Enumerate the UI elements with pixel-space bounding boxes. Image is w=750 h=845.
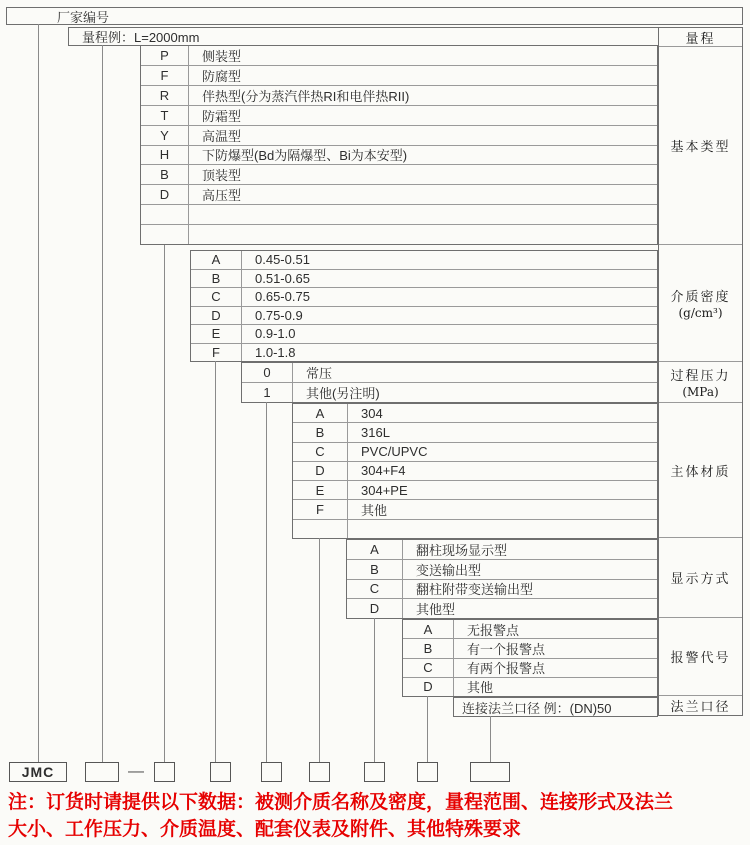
category-alarm-code: [659, 618, 742, 696]
flange-diameter-row: [453, 697, 658, 717]
model-prefix-label: JMC: [21, 764, 55, 780]
code-cell: E: [293, 481, 348, 499]
model-separator: —: [128, 763, 144, 780]
table-row: [293, 443, 657, 462]
code-cell: P: [141, 46, 189, 65]
pressure-code-box: [261, 762, 282, 782]
category-unit: (MPa): [682, 384, 719, 399]
desc-cell: 侧装型: [202, 48, 242, 64]
desc-cell: 无报警点: [467, 622, 520, 638]
table-row: [293, 481, 657, 500]
range-example-label: 量程例：L=2000mm: [82, 30, 200, 45]
desc-cell: 顶装型: [202, 168, 242, 184]
table-row: [191, 344, 657, 362]
manufacturer-code-label: 厂家编号: [57, 9, 110, 25]
table-row: [403, 620, 657, 639]
order-note-line1: 注：订货时请提供以下数据：被测介质名称及密度，量程范围、连接形式及法兰: [8, 792, 674, 813]
desc-cell: 0.75-0.9: [255, 307, 303, 323]
code-cell: B: [347, 560, 403, 579]
category-medium-density: [659, 245, 742, 362]
connector-line: [490, 716, 491, 762]
desc-cell: 翻柱附带变送输出型: [416, 582, 534, 598]
section-display-mode: [346, 539, 658, 619]
category-label: 介质密度: [670, 290, 731, 306]
table-row: [347, 599, 657, 618]
table-row-empty: [141, 205, 657, 225]
table-row: [403, 678, 657, 696]
flange-code-box: [470, 762, 510, 782]
code-cell: C: [347, 580, 403, 599]
category-basic-type: [659, 47, 742, 245]
code-cell: D: [403, 678, 454, 696]
category-label: 显示方式: [670, 572, 731, 588]
category-label: 过程压力: [670, 368, 731, 384]
table-row: [293, 500, 657, 519]
density-code-box: [210, 762, 231, 782]
table-row: [191, 307, 657, 326]
code-cell: 1: [242, 383, 293, 402]
section-body-material: [292, 403, 658, 539]
desc-cell: 高温型: [202, 128, 242, 144]
table-row: [347, 580, 657, 600]
table-row: [403, 639, 657, 658]
table-row: [141, 126, 657, 146]
table-row: [293, 404, 657, 423]
desc-cell: 其他型: [416, 602, 456, 618]
table-row: [191, 325, 657, 344]
desc-cell: 防腐型: [202, 68, 242, 84]
category-body-material: [659, 403, 742, 539]
connector-line: [427, 696, 428, 762]
code-cell: D: [141, 185, 189, 204]
table-row: [141, 106, 657, 126]
code-cell: Y: [141, 126, 189, 145]
code-cell: C: [403, 659, 454, 677]
connector-line: [374, 618, 375, 762]
desc-cell: 1.0-1.8: [255, 344, 296, 360]
code-cell: F: [293, 500, 348, 518]
desc-cell: 304: [361, 405, 383, 421]
connector-line: [319, 538, 320, 762]
code-cell: [141, 225, 189, 244]
desc-cell: 有两个报警点: [467, 661, 546, 677]
code-cell: C: [191, 288, 242, 306]
category-label: 量程: [685, 31, 716, 47]
code-cell: R: [141, 86, 189, 105]
code-cell: A: [191, 251, 242, 269]
desc-cell: [189, 225, 657, 244]
table-row: [141, 66, 657, 86]
table-row: [242, 383, 657, 402]
section-process-pressure: [241, 362, 658, 403]
desc-cell: PVC/UPVC: [361, 444, 428, 460]
code-cell: D: [293, 462, 348, 480]
table-row: [191, 288, 657, 307]
code-cell: 0: [242, 363, 293, 382]
code-cell: A: [403, 620, 454, 638]
connector-line: [102, 45, 103, 762]
desc-cell: 0.65-0.75: [255, 289, 310, 305]
order-note: [8, 790, 748, 843]
desc-cell: 316L: [361, 424, 390, 440]
table-row-empty: [293, 520, 657, 538]
desc-cell: 翻柱现场显示型: [416, 542, 508, 558]
desc-cell: 304+F4: [361, 463, 406, 479]
desc-cell: 有一个报警点: [467, 641, 546, 657]
connector-line: [266, 402, 267, 762]
code-cell: F: [191, 344, 242, 362]
category-label: 基本类型: [670, 140, 731, 156]
desc-cell: 常压: [306, 366, 333, 381]
code-cell: D: [191, 307, 242, 325]
manufacturer-code-row: [6, 7, 743, 25]
desc-cell: 0.45-0.51: [255, 252, 310, 268]
desc-cell: 其他: [467, 680, 494, 696]
desc-cell: 0.9-1.0: [255, 326, 296, 342]
code-cell: F: [141, 66, 189, 85]
desc-cell: 下防爆型(Bd为隔爆型、Bi为本安型): [202, 148, 408, 164]
category-label: 主体材质: [670, 464, 731, 480]
table-row: [242, 363, 657, 383]
alarm-code-box: [417, 762, 438, 782]
category-range: [659, 28, 742, 47]
section-basic-type: [140, 45, 658, 245]
model-prefix-box: [9, 762, 67, 782]
code-cell: H: [141, 146, 189, 165]
range-code-box: [85, 762, 119, 782]
desc-cell: 高压型: [202, 188, 242, 204]
code-cell: D: [347, 599, 403, 618]
desc-cell: 变送输出型: [416, 562, 482, 578]
table-row: [191, 251, 657, 270]
category-display-mode: [659, 538, 742, 618]
basic-type-code-box: [154, 762, 175, 782]
category-label: 报警代号: [670, 651, 731, 667]
code-cell: A: [347, 540, 403, 559]
code-cell: [141, 205, 189, 224]
code-cell: [293, 520, 348, 538]
code-cell: B: [403, 639, 454, 657]
code-cell: E: [191, 325, 242, 343]
table-row: [403, 659, 657, 678]
table-row: [141, 86, 657, 106]
order-note-line2: 大小、工作压力、介质温度、配套仪表及附件、其他特殊要求: [8, 818, 522, 840]
table-row: [141, 146, 657, 166]
code-cell: C: [293, 443, 348, 461]
table-row: [141, 165, 657, 185]
desc-cell: 防霜型: [202, 108, 242, 124]
section-alarm-code: [402, 619, 658, 697]
desc-cell: 0.51-0.65: [255, 270, 310, 286]
code-cell: B: [191, 270, 242, 288]
range-example-row: [68, 27, 659, 46]
code-cell: B: [141, 165, 189, 184]
table-row: [141, 46, 657, 66]
desc-cell: 其他(另注明): [306, 386, 380, 401]
section-medium-density: [190, 250, 658, 362]
category-unit: (g/cm³): [678, 306, 723, 321]
connector-line: [38, 24, 39, 762]
material-code-box: [309, 762, 330, 782]
table-row: [293, 423, 657, 442]
desc-cell: 304+PE: [361, 482, 408, 498]
connector-line: [164, 245, 165, 762]
flange-diameter-label: 连接法兰口径 例：(DN)50: [462, 700, 612, 716]
display-code-box: [364, 762, 385, 782]
code-cell: T: [141, 106, 189, 125]
code-cell: B: [293, 423, 348, 441]
category-label: 法兰口径: [670, 700, 731, 715]
table-row: [347, 540, 657, 560]
code-cell: A: [293, 404, 348, 422]
desc-cell: 其他: [361, 503, 388, 519]
table-row: [293, 462, 657, 481]
table-row: [347, 560, 657, 580]
desc-cell: [189, 205, 657, 224]
table-row-empty: [141, 225, 657, 244]
category-flange-diameter: [659, 696, 742, 715]
table-row: [141, 185, 657, 205]
desc-cell: [348, 520, 657, 538]
category-column: [658, 27, 743, 716]
table-row: [191, 270, 657, 289]
desc-cell: 伴热型(分为蒸汽伴热RI和电伴热RII): [202, 88, 410, 104]
connector-line: [215, 361, 216, 762]
category-process-pressure: [659, 362, 742, 403]
